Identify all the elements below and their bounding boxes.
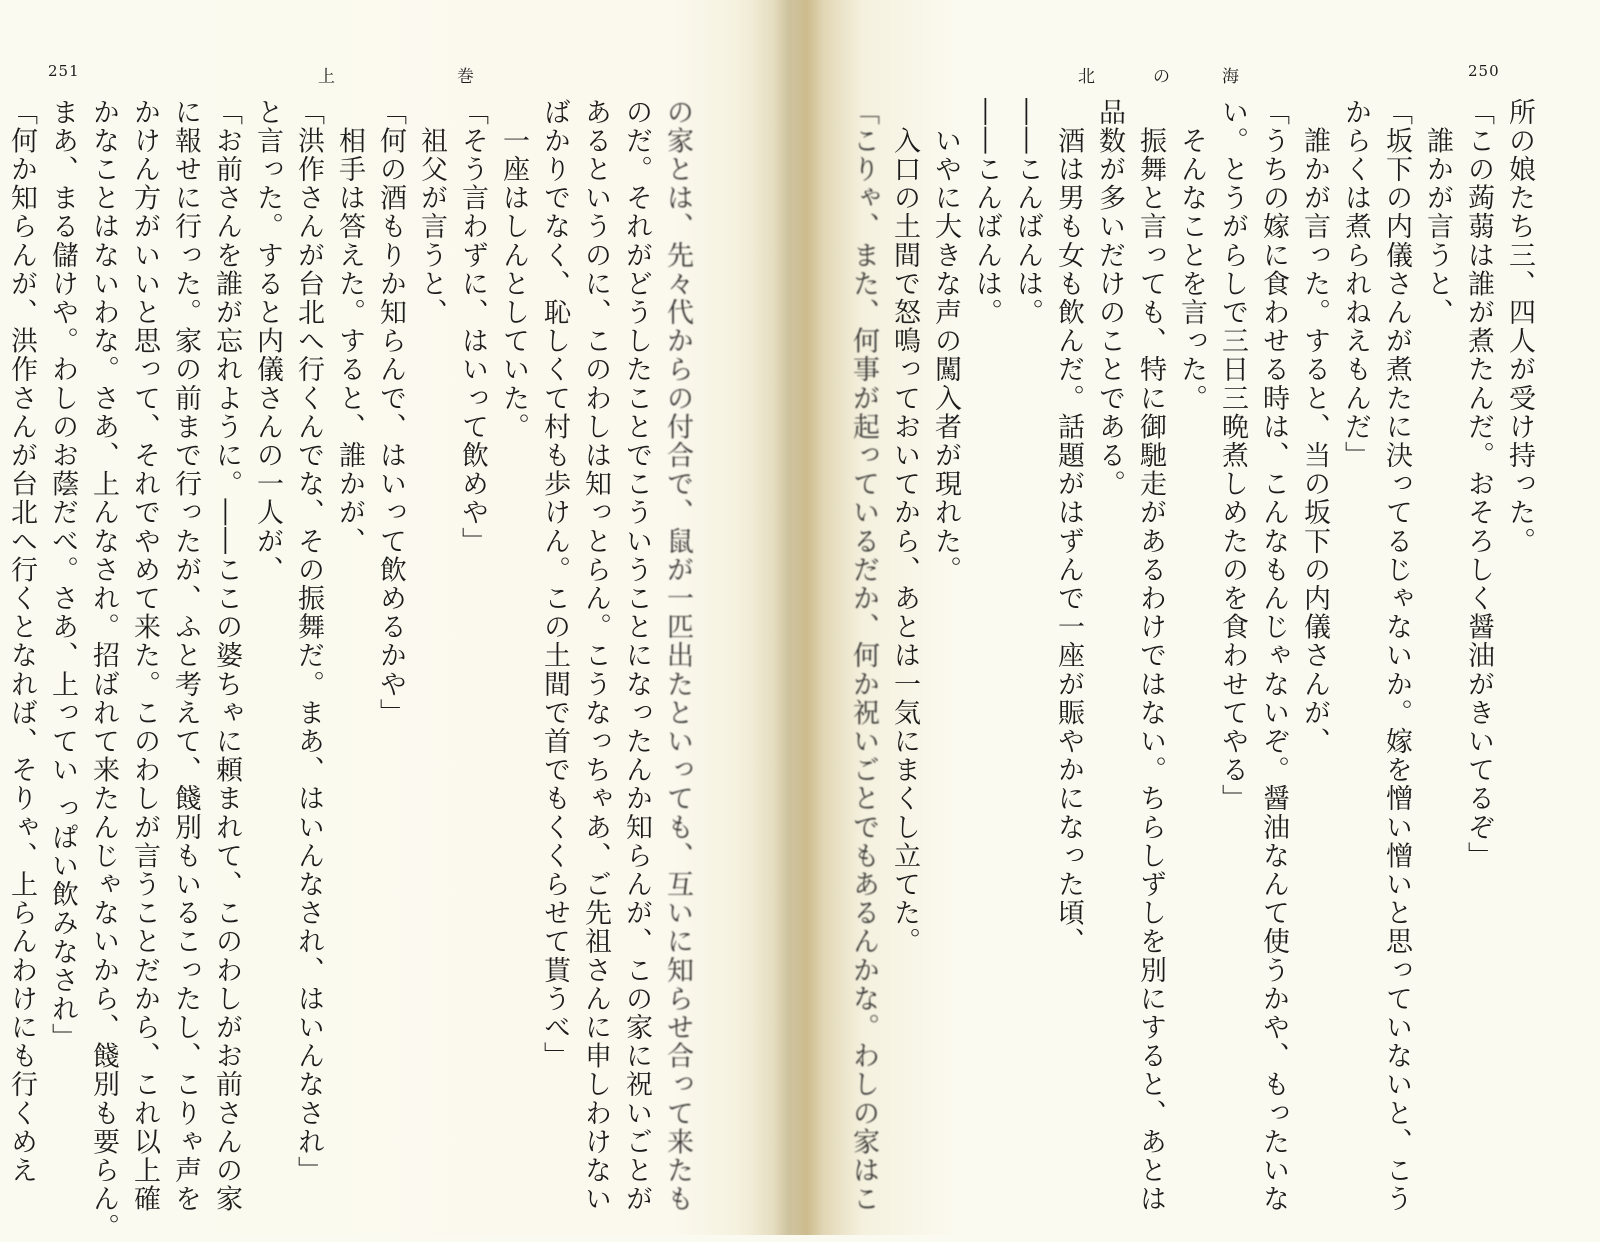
running-head-left-char2: 巻	[457, 67, 474, 87]
text-line: い。とうがらしで三日三晩煮しめたのを食わせてやる」	[1217, 98, 1248, 813]
page-number-right: 250	[1468, 62, 1500, 80]
running-head-right-char2: の	[1153, 67, 1170, 87]
right-page	[800, 0, 1600, 1235]
text-line: ――こんばんは。	[971, 98, 1002, 327]
text-line: 酒は男も女も飲んだ。話題がはずんで一座が賑やかになった頃、	[1053, 98, 1084, 956]
text-line: からくは煮られねえもんだ」	[1340, 98, 1371, 470]
text-line: 相手は答えた。すると、誰かが、	[334, 98, 365, 556]
text-line: 誰かが言うと、	[1422, 98, 1453, 327]
running-head-left-char1: 上	[318, 67, 335, 87]
text-line: 「この蒟蒻は誰が煮たんだ。おそろしく醤油がきいてるぞ」	[1463, 98, 1494, 871]
text-line: のだ。それがどうしたことでこういうことになったんか知らんが、この家に祝いごとが	[621, 98, 652, 1214]
text-line: 振舞と言っても、特に御馳走があるわけではない。ちらしずしを別にすると、あとは	[1135, 98, 1166, 1214]
text-line: 「お前さんを誰が忘れように。――ここの婆ちゃに頼まれて、このわしがお前さんの家	[211, 98, 242, 1214]
running-head-right-char3: 海	[1222, 67, 1239, 87]
text-line: まあ、まる儲けや。わしのお蔭だべ。さあ、上ってい っぱい飲みなされ」	[47, 98, 78, 1052]
text-line: 「坂下の内儀さんが煮たに決ってるじゃないか。嫁を憎い憎いと思っていないと、こう	[1381, 98, 1412, 1214]
text-line: 「何か知らんが、洪作さんが台北へ行くとなれば、そりゃ、上らんわけにも行くめえ	[6, 98, 37, 1185]
running-head-right-char1: 北	[1078, 67, 1095, 87]
right-page-text	[848, 98, 1540, 1218]
text-line: 誰かが言った。すると、当の坂下の内儀さんが、	[1299, 98, 1330, 756]
text-line: ばかりでなく、恥しくて村も歩けん。この土間で首でもくくらせて貰うべ」	[539, 98, 570, 1071]
text-line: の家とは、先々代からの付合で、鼠が一匹出たといっても、互いに知らせ合って来たも	[662, 98, 693, 1214]
text-line: あるというのに、このわしは知っとらん。こうなっちゃあ、ご先祖さんに申しわけない	[580, 98, 611, 1214]
text-line: 「洪作さんが台北へ行くんでな、その振舞だ。まあ、はいんなされ、はいんなされ」	[293, 98, 324, 1185]
text-line: いやに大きな声の闖入者が現れた。	[930, 98, 961, 585]
text-line: 「うちの嫁に食わせる時は、こんなもんじゃないぞ。醤油なんて使うかや、もったいな	[1258, 98, 1289, 1214]
text-line: 入口の土間で怒鳴っておいてから、あとは一気にまくし立てた。	[889, 98, 920, 956]
text-line: と言った。すると内儀さんの一人が、	[252, 98, 283, 585]
text-line: 一座はしんとしていた。	[498, 98, 529, 442]
text-line: ――こんばんは。	[1012, 98, 1043, 327]
text-line: 品数が多いだけのことである。	[1094, 98, 1125, 499]
text-line: かけん方がいいと思って、それでやめて来た。このわしが言うことだから、これ以上確	[129, 98, 160, 1214]
text-line: 祖父が言うと、	[416, 98, 447, 327]
text-line: に報せに行った。家の前まで行ったが、ふと考えて、餞別もいるこったし、こりゃ声を	[170, 98, 201, 1214]
text-line: 「こりゃ、また、何事が起っているだか、何か祝いごとでもあるんかな。わしの家はこ	[848, 98, 879, 1214]
left-page-text	[6, 98, 698, 1242]
page-number-left: 251	[48, 62, 80, 80]
text-line: 「何の酒もりか知らんで、はいって飲めるかや」	[375, 98, 406, 728]
text-line: 所の娘たち三、四人が受け持った。	[1504, 98, 1535, 556]
text-line: 「そう言わずに、はいって飲めや」	[457, 98, 488, 556]
text-line: そんなことを言った。	[1176, 98, 1207, 413]
left-page	[0, 0, 790, 1242]
text-line: かなことはないわな。さあ、上んなされ。招ばれて来たんじゃないから、餞別も要らん。	[88, 98, 119, 1242]
